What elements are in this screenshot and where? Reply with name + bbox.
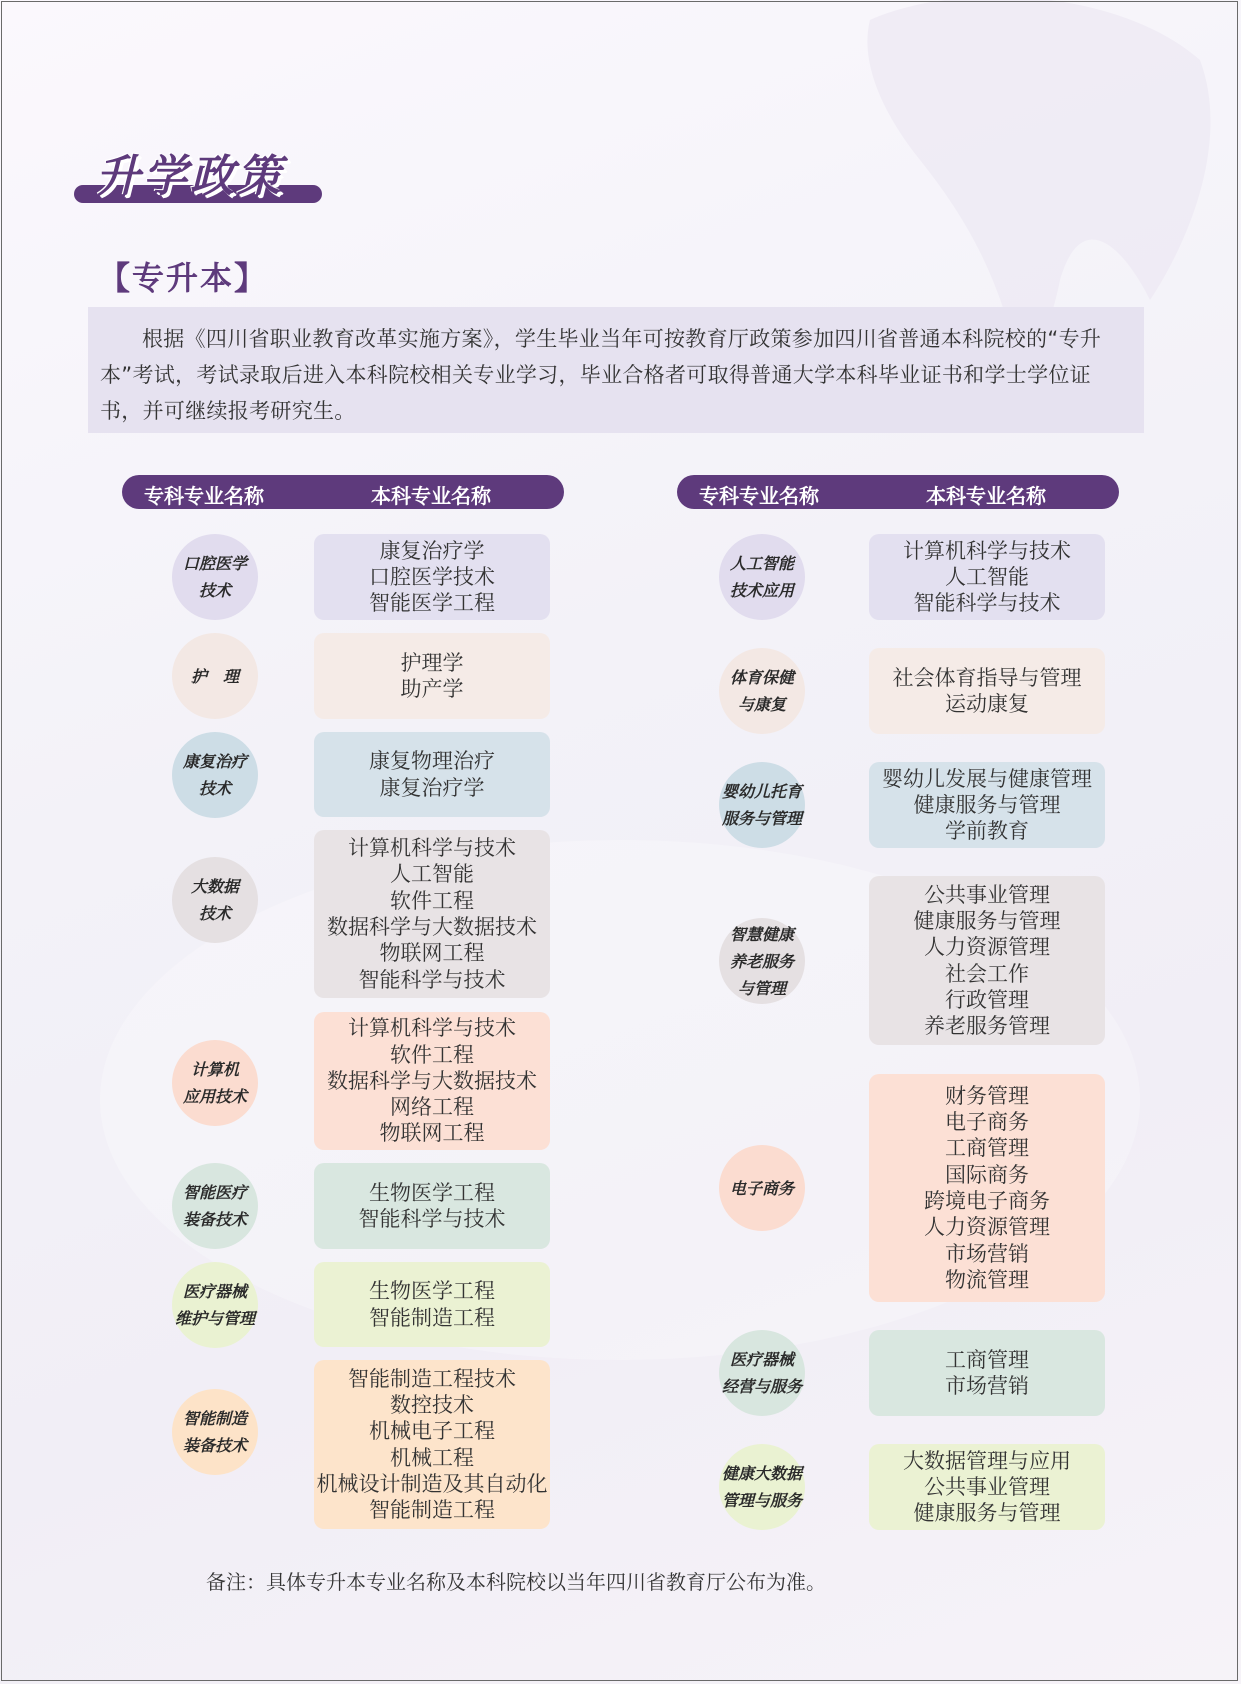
major-item: 学前教育 [945,819,1029,844]
major-item: 计算机科学与技术 [348,836,516,861]
left-majors-2 [314,633,550,719]
major-item: 智能制造工程 [369,1305,495,1330]
right-diploma-6: 医疗器械 经营与服务 [719,1330,805,1416]
left-header-col1: 专科专业名称 [144,484,264,508]
right-diploma-3: 婴幼儿托育 服务与管理 [719,762,805,848]
right-majors-1 [869,534,1105,620]
major-item: 智能科学与技术 [358,1207,506,1231]
left-majors-1 [314,534,550,620]
major-item: 数据科学与大数据技术 [327,915,537,939]
major-item: 社会工作 [945,961,1029,986]
left-majors-6 [314,1163,550,1249]
major-item: 行政管理 [945,987,1029,1012]
footnote: 备注：具体专升本专业名称及本科院校以当年四川省教育厅公布为准。 [206,1570,826,1594]
major-item: 市场营销 [945,1374,1029,1398]
left-diploma-6: 智能医疗 装备技术 [172,1163,258,1249]
major-item: 健康服务与管理 [913,792,1061,817]
subsection-title: 【专升本】 [98,259,269,297]
major-item: 工商管理 [945,1136,1029,1161]
left-majors-5 [314,1012,550,1150]
major-item: 人力资源管理 [924,935,1050,960]
left-majors-3 [314,732,550,817]
major-item: 生物医学工程 [369,1279,495,1304]
right-majors-2 [869,648,1105,734]
major-item: 国际商务 [945,1162,1029,1187]
major-item: 婴幼儿发展与健康管理 [882,766,1092,791]
major-item: 数控技术 [390,1392,474,1417]
major-item: 智能医学工程 [369,591,495,616]
right-majors-6 [869,1330,1105,1416]
major-item: 大数据管理与应用 [903,1448,1071,1473]
major-item: 网络工程 [390,1095,474,1120]
right-header-col1: 专科专业名称 [699,484,819,508]
major-item: 人工智能 [390,862,474,887]
left-majors-7 [314,1262,550,1347]
right-diploma-2: 体育保健 与康复 [719,648,805,734]
left-diploma-7: 医疗器械 维护与管理 [172,1262,258,1348]
major-item: 护理学 [400,650,464,675]
right-majors-5 [869,1074,1105,1302]
major-item: 机械设计制造及其自动化 [316,1471,548,1496]
right-diploma-7: 健康大数据 管理与服务 [719,1444,805,1530]
left-diploma-3: 康复治疗 技术 [172,732,258,818]
section-title-text: 升学政策 [96,151,284,202]
major-item: 数据科学与大数据技术 [327,1068,537,1093]
right-diploma-5: 电子商务 [719,1145,805,1231]
left-header-col2: 本科专业名称 [371,484,491,508]
major-item: 助产学 [400,677,464,701]
major-item: 计算机科学与技术 [903,538,1071,563]
left-diploma-5: 计算机 应用技术 [172,1040,258,1126]
section-title [74,140,324,206]
major-item: 康复物理治疗 [369,749,495,774]
major-item: 公共事业管理 [924,882,1050,907]
major-item: 机械工程 [390,1445,474,1470]
major-item: 运动康复 [945,692,1029,716]
major-item: 社会体育指导与管理 [892,665,1082,690]
major-item: 健康服务与管理 [913,1501,1061,1526]
major-item: 公共事业管理 [924,1474,1050,1499]
left-diploma-8: 智能制造 装备技术 [172,1389,258,1475]
major-item: 机械电子工程 [369,1419,495,1444]
major-item: 口腔医学技术 [369,564,495,589]
major-item: 物联网工程 [379,941,485,966]
right-majors-3 [869,762,1105,848]
major-item: 健康服务与管理 [913,908,1061,933]
left-diploma-2: 护 理 [172,633,258,719]
right-column-header [677,475,1119,509]
major-item: 生物医学工程 [369,1180,495,1205]
major-item: 市场营销 [945,1241,1029,1266]
intro-paragraph: 根据《四川省职业教育改革实施方案》，学生毕业当年可按教育厅政策参加四川省普通本科院校的“专升本”考试，考试录取后进入本科院校相关专业学习，毕业合格者可取得普通大学本科毕业证书和学士学位证书，并可继续报考研究生。 [88,307,1144,433]
major-item: 物流管理 [945,1267,1029,1292]
left-majors-8 [314,1360,550,1529]
major-item: 跨境电子商务 [924,1189,1050,1213]
left-column-header [122,475,564,509]
major-item: 康复治疗学 [379,538,485,563]
major-item: 物联网工程 [379,1121,485,1146]
major-item: 电子商务 [945,1110,1029,1135]
major-item: 人力资源管理 [924,1215,1050,1240]
major-item: 智能制造工程 [369,1498,495,1523]
major-item: 人工智能 [945,564,1029,589]
major-item: 智能科学与技术 [358,967,506,992]
major-item: 计算机科学与技术 [348,1016,516,1041]
major-item: 智能制造工程技术 [348,1366,516,1391]
left-majors-4 [314,830,550,998]
major-item: 智能科学与技术 [913,591,1061,616]
major-item: 康复治疗学 [379,775,485,800]
major-item: 软件工程 [390,888,474,913]
major-item: 工商管理 [945,1347,1029,1372]
major-item: 软件工程 [390,1042,474,1067]
major-item: 养老服务管理 [924,1014,1050,1039]
left-diploma-4: 大数据 技术 [172,857,258,943]
right-majors-4 [869,876,1105,1045]
right-diploma-1: 人工智能 技术应用 [719,534,805,620]
right-diploma-4: 智慧健康 养老服务 与管理 [719,918,805,1004]
right-header-col2: 本科专业名称 [926,484,1046,508]
left-diploma-1: 口腔医学 技术 [172,534,258,620]
right-majors-7 [869,1444,1105,1530]
major-item: 财务管理 [945,1083,1029,1108]
